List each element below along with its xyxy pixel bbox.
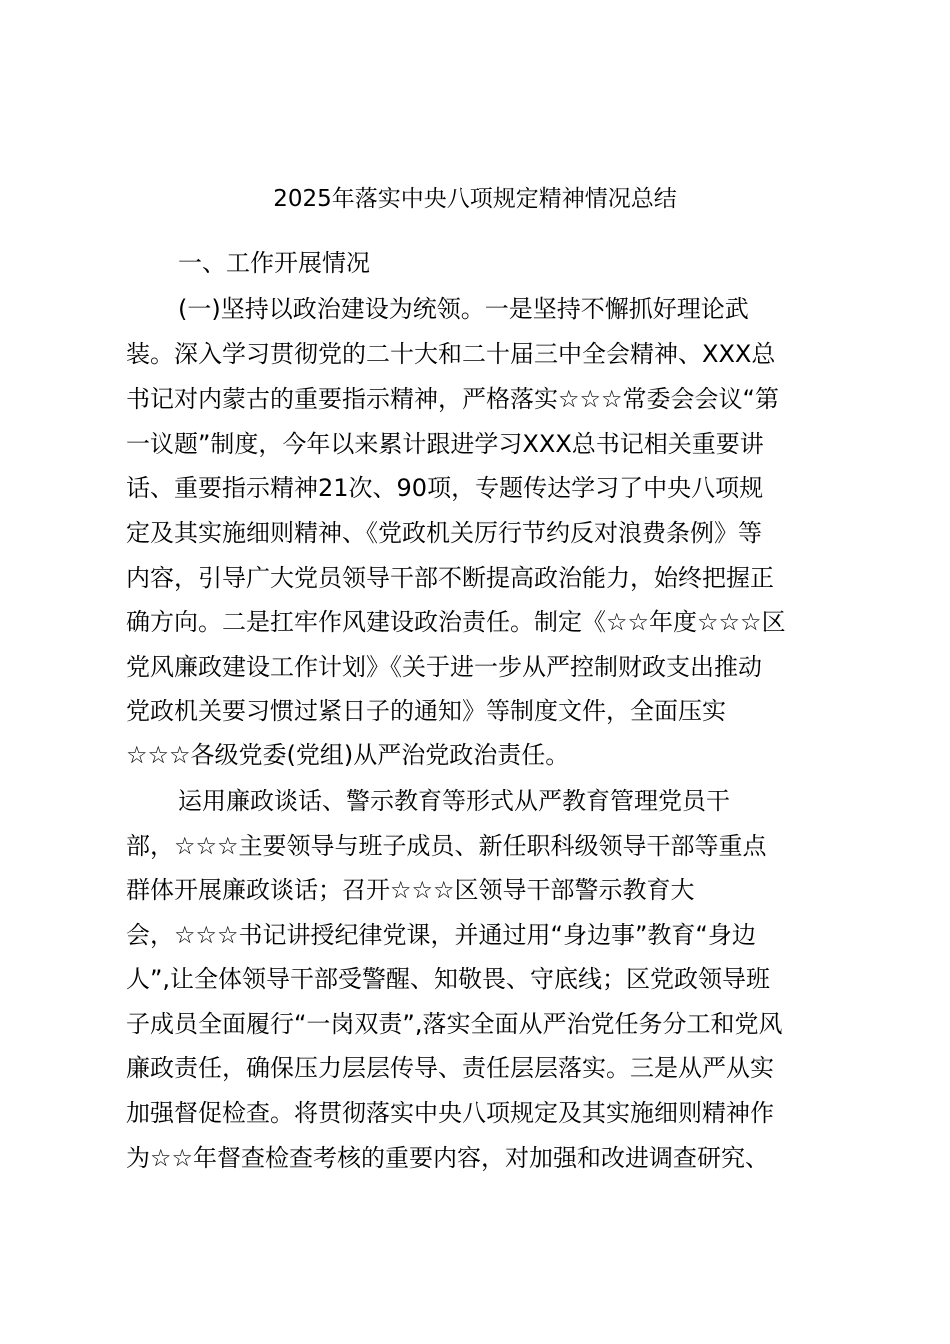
paragraph-line: 话、重要指示精神21次、90项，专题传达学习了中央八项规 bbox=[126, 474, 764, 502]
paragraph-line: 部，☆☆☆主要领导与班子成员、新任职科级领导干部等重点 bbox=[126, 832, 767, 860]
paragraph-line: 加强督促检查。将贯彻落实中央八项规定及其实施细则精神作 bbox=[126, 1099, 774, 1127]
document-title: 2025年落实中央八项规定精神情况总结 bbox=[273, 186, 677, 212]
paragraph-line: 内容，引导广大党员领导干部不断提高政治能力，始终把握正 bbox=[126, 564, 774, 592]
paragraph-line: 党风廉政建设工作计划》《关于进一步从严控制财政支出推动 bbox=[126, 653, 762, 681]
paragraph-line: 为☆☆年督查检查考核的重要内容，对加强和改进调查研究、 bbox=[126, 1144, 770, 1172]
paragraph-line: 人”,让全体领导干部受警醒、知敬畏、守底线；区党政领导班 bbox=[126, 965, 771, 993]
paragraph-line: 会，☆☆☆书记讲授纪律党课，并通过用“身边事”教育“身边 bbox=[126, 921, 756, 949]
paragraph-line: 廉政责任，确保压力层层传导、责任层层落实。三是从严从实 bbox=[126, 1054, 774, 1082]
paragraph-line: 一议题”制度，今年以来累计跟进学习XXX总书记相关重要讲 bbox=[126, 430, 764, 458]
paragraph-line: 党政机关要习惯过紧日子的通知》等制度文件，全面压实 bbox=[126, 697, 726, 725]
paragraph-line: 群体开展廉政谈话；召开☆☆☆区领导干部警示教育大 bbox=[126, 876, 695, 904]
paragraph-line: 子成员全面履行“一岗双责”,落实全面从严治党任务分工和党风 bbox=[126, 1010, 783, 1038]
paragraph-line: 确方向。二是扛牢作风建设政治责任。制定《☆☆年度☆☆☆区 bbox=[126, 608, 786, 636]
paragraph-line: 装。深入学习贯彻党的二十大和二十届三中全会精神、XXX总 bbox=[126, 340, 776, 368]
paragraph-line: (一)坚持以政治建设为统领。一是坚持不懈抓好理论武 bbox=[178, 295, 749, 323]
paragraph-line: 运用廉政谈话、警示教育等形式从严教育管理党员干 bbox=[178, 787, 730, 815]
paragraph-line: ☆☆☆各级党委(党组)从严治党政治责任。 bbox=[126, 741, 570, 769]
paragraph-line: 定及其实施细则精神、《党政机关厉行节约反对浪费条例》等 bbox=[126, 519, 762, 547]
paragraph-line: 书记对内蒙古的重要指示精神，严格落实☆☆☆常委会会议“第 bbox=[126, 385, 779, 413]
section-heading: 一、工作开展情况 bbox=[178, 249, 370, 277]
